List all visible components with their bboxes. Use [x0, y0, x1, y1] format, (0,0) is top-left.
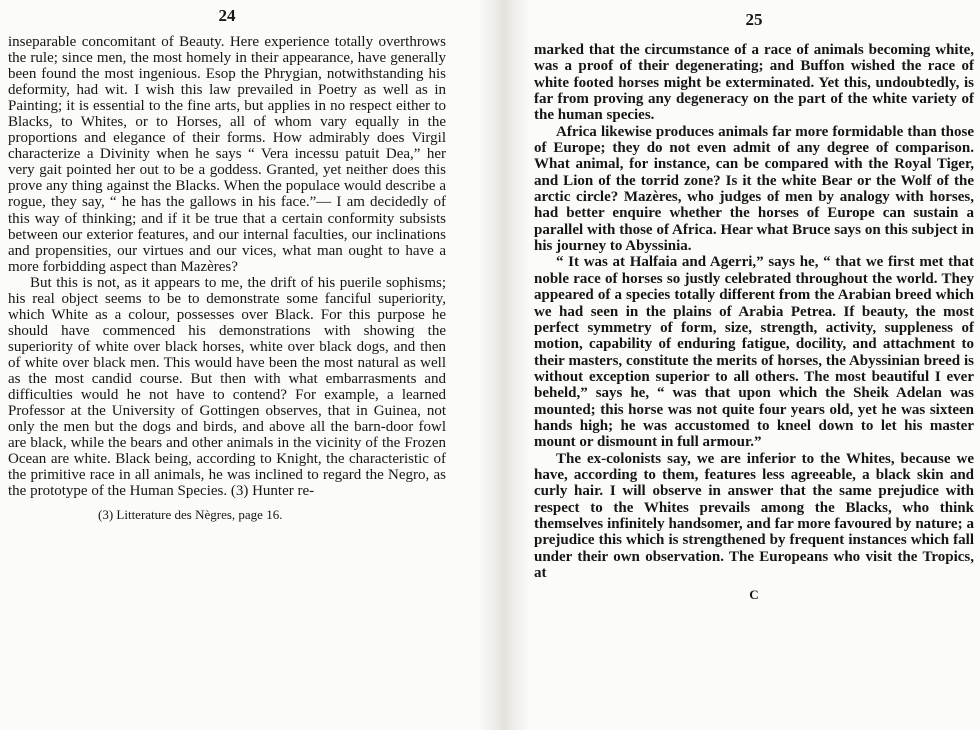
paragraph: marked that the circumstance of a race of animals becoming white, was a proof of their degenerating; and Buffon wished the race of white footed horses might be exterminated. Yet this, undoubtedly, is far from proving any degeneracy on the part of the white variety of the human species. — [534, 42, 974, 124]
paragraph: Africa likewise produces animals far more formidable than those of Europe; they do not even admit of any degree of comparison. What animal, for instance, can be compared with the Royal Tiger, and Lion of the torrid zone? Is it the white Bear or the Wolf of the arctic circle? Mazères, who judges of men by analogy with horses, had better enquire whether the horses of Europe can sustain a parallel with those of Africa. Hear what Bruce says on this subject in his journey to Abyssinia. — [534, 123, 974, 255]
right-page — [534, 0, 974, 730]
signature-mark: C — [749, 587, 759, 603]
paragraph: The ex-colonists say, we are inferior to the Whites, because we have, according to them, features less agreeable, a black skin and curly hair. I will observe in answer that the same prejudice with respect to the Whites prevails among the Blacks, who think themselves infinitely handsomer, and far more favoured by nature; a prejudice this which is strengthened by frequent instances which fall under their own observation. The Europeans who visit the Tropics, at — [534, 450, 974, 581]
left-page-text — [8, 34, 446, 499]
page-number-right: 25 — [745, 10, 763, 29]
paragraph: “ It was at Halfaia and Agerri,” says he, “ that we first met that noble race of horses so justly celebrated throughout the world. They appeared of a species totally different from the Arabian breed which we had seen in the plains of Arabia Petrea. If beauty, the most perfect symmetry of form, size, strength, activity, suppleness of motion, capability of enduring fatigue, docility, and attachment to their masters, constitute the merits of horses, the Abyssinian breed is without exception superior to all others. The most beautiful I ever beheld,” says he, “ was that upon which the Sheik Adelan was mounted; this horse was not quite four years old, yet he was sixteen hands high; he was accustomed to kneel down to let his master mount or dismount in full armour.” — [534, 254, 974, 451]
book-gutter — [478, 0, 530, 730]
paragraph: inseparable concomitant of Beauty. Here experience totally overthrows the rule; since men, the most homely in their appearance, have generally been found the most ingenious. Esop the Phrygian, notwithstanding his deformity, had wit. I wish this law prevailed in Poetry as well as in Painting; it is essential to the fine arts, but applies in no respect either to Blacks, to Whites, or to Horses, all of whom vary equally in the proportions and elegance of their forms. How admirably does Virgil characterize a Divinity when he says “ Vera incessu patuit Dea,” her very gait pointed her out to be a goddess. Granted, yet neither does this prove any thing against the Blacks. When the populace would describe a rogue, they say, “ he has the gallows in his face.”— I am decidedly of this way of thinking; and if it be true that a certain conformity subsists between our exterior features, and our internal faculties, our inclinations and propensities, our virtues and our vices, what man ought to have a more forbidding aspect than Mazères? — [8, 34, 446, 275]
footnote: (3) Litterature des Nègres, page 16. — [98, 507, 283, 523]
page-number-left: 24 — [218, 6, 236, 25]
left-page — [8, 0, 446, 730]
paragraph: But this is not, as it appears to me, the drift of his puerile sophisms; his real object seems to be to demonstrate some fanciful superiority, which White as a colour, possesses over Black. For this purpose he should have commenced his demonstrations with showing the superiority of white over black horses, white over black dogs, and then of white over black men. This would have been the most natural as well as the most candid course. But then with what embarrasments and difficulties would he not have to contend? For example, a learned Professor at the University of Gottingen observes, that in Guinea, not only the men but the dogs and birds, and above all the barn-door fowl are black, while the bears and other animals in the vicinity of the Frozen Ocean are white. Black being, according to Knight, the characteristic of the primitive race in all animals, he was inclined to regard the Negro, as the prototype of the Human Species. (3) Hunter re- — [8, 274, 446, 500]
right-page-text — [534, 42, 974, 581]
